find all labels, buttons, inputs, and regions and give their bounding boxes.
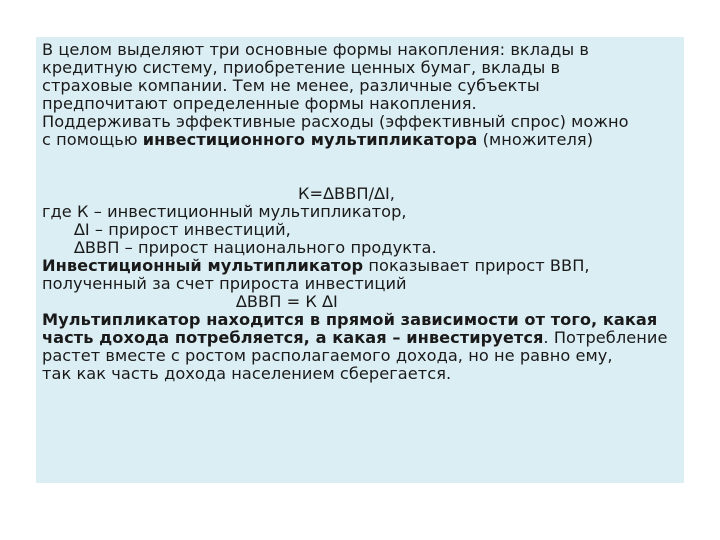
text-line: полученный за счет прироста инвестиций — [42, 274, 407, 293]
definition-k — [42, 203, 684, 221]
text-line: В целом выделяют три основные формы накопления: вклады в — [42, 40, 589, 59]
text-line: Поддерживать эффективные расходы (эффективный спрос) можно — [42, 112, 629, 131]
text-segment: с помощью — [42, 130, 143, 149]
bold-statement: часть дохода потребляется, а какая – инвестируется — [42, 328, 544, 347]
text-box — [36, 37, 684, 483]
bold-statement: Мультипликатор находится в прямой зависимости от того, какая — [42, 310, 658, 329]
text-segment: . Потребление — [543, 328, 668, 347]
bold-term-investment-multiplier: инвестиционного мультипликатора — [142, 130, 478, 149]
paragraph-multiplier-shows — [42, 257, 684, 293]
spacer — [42, 149, 684, 185]
formula-multiplier — [42, 185, 684, 203]
text-line: кредитную систему, приобретение ценных бумаг, вклады в — [42, 58, 561, 77]
text-line: растет вместе с ростом располагаемого дохода, но не равно ему, — [42, 346, 613, 365]
paragraph-accumulation-forms — [42, 41, 684, 113]
text-line: страховые компании. Тем не менее, различные субъекты — [42, 76, 540, 95]
paragraph-effective-spending — [42, 113, 684, 149]
bold-term-investment-multiplier: Инвестиционный мультипликатор — [42, 256, 364, 275]
formula-text: ∆ВВП = К ∆I — [236, 292, 338, 311]
text-line: ∆ВВП – прирост национального продукта. — [74, 238, 437, 257]
text-line: предпочитают определенные формы накопления. — [42, 94, 477, 113]
text-line: так как часть дохода населением сберегается. — [42, 364, 452, 383]
formula-text: К=∆ВВП/∆I, — [298, 184, 395, 203]
paragraph-multiplier-dependence — [42, 311, 684, 383]
text-line: ∆I – прирост инвестиций, — [74, 220, 291, 239]
formula-gdp-growth — [42, 293, 684, 311]
definition-delta-gdp — [42, 239, 684, 257]
text-line: где К – инвестиционный мультипликатор, — [42, 202, 407, 221]
text-segment: показывает прирост ВВП, — [363, 256, 590, 275]
definition-delta-i — [42, 221, 684, 239]
text-segment: (множителя) — [477, 130, 594, 149]
